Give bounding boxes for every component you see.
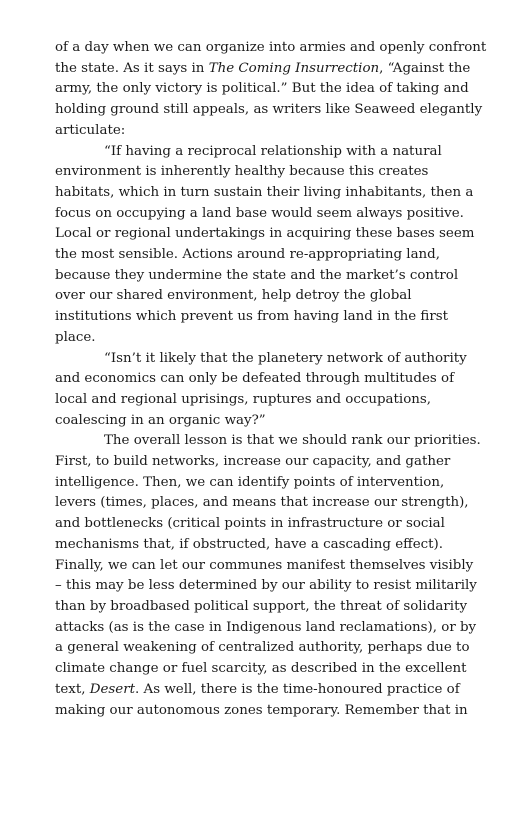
text-run: and bottlenecks (critical points in infrastructure or social [55, 516, 445, 532]
text-run: holding ground still appeals, as writers like Seaweed elegantly [55, 102, 483, 118]
text-run: “If having a reciprocal relationship with a natural [104, 143, 442, 159]
text-run: the most sensible. Actions around re-appropriating land, [55, 247, 441, 263]
text-run: place. [55, 329, 96, 345]
text-run: the state. As it says in [55, 60, 209, 76]
text-run: environment is inherently healthy because this creates [55, 164, 429, 180]
text-line [55, 618, 475, 639]
text-line [55, 121, 475, 142]
text-run: habitats, which in turn sustain their living inhabitants, then a [55, 184, 474, 200]
text-line [55, 411, 475, 432]
text-line [55, 307, 475, 328]
text-line [55, 556, 475, 577]
text-line [55, 473, 475, 494]
text-line [55, 638, 475, 659]
text-run: levers (times, places, and means that increase our strength), [55, 495, 469, 511]
paragraph [55, 349, 475, 432]
text-line [55, 142, 475, 163]
paragraph [55, 431, 481, 721]
text-line [55, 183, 475, 204]
text-line [55, 38, 487, 59]
text-run: coalescing in an organic way?” [55, 412, 266, 428]
italic-title: The Coming Insurrection [208, 60, 380, 76]
text-run: over our shared environment, help detroy the global [55, 288, 412, 304]
page-body-text [55, 38, 487, 721]
text-run: and economics can only be defeated through multitudes of [55, 371, 455, 387]
text-run: First, to build networks, increase our capacity, and gather [55, 454, 451, 470]
text-run: Finally, we can let our communes manifest themselves visibly [55, 557, 474, 573]
text-run: of a day when we can organize into armies and openly confront [55, 40, 487, 55]
italic-title: Desert [89, 681, 136, 697]
text-line [55, 514, 475, 535]
text-line [55, 245, 475, 266]
text-line [55, 349, 475, 370]
paragraph [55, 38, 487, 142]
text-line [55, 597, 475, 618]
text-run: army, the only victory is political.” But the idea of taking and [55, 81, 469, 97]
text-line [55, 390, 475, 411]
text-run: climate change or fuel scarcity, as described in the excellent [55, 661, 467, 677]
text-line [55, 286, 475, 307]
text-run: focus on occupying a land base would seem always positive. [55, 205, 464, 221]
text-run: than by broadbased political support, the threat of solidarity [55, 598, 468, 614]
text-run: intelligence. Then, we can identify points of intervention, [55, 474, 445, 490]
text-run: mechanisms that, if obstructed, have a cascading effect). [55, 536, 443, 552]
text-run: because they undermine the state and the market’s control [55, 267, 459, 283]
text-line [55, 493, 475, 514]
text-line [55, 100, 483, 121]
paragraph [55, 142, 475, 349]
text-line [55, 452, 475, 473]
text-run: attacks (as is the case in Indigenous land reclamations), or by [55, 619, 477, 635]
text-line [55, 266, 475, 287]
text-run: , “Against the [379, 60, 471, 76]
text-run: institutions which prevent us from having land in the first [55, 309, 449, 325]
text-line [55, 79, 475, 100]
text-run: local and regional uprisings, ruptures and occupations, [55, 391, 432, 407]
text-line [55, 431, 481, 452]
text-line [55, 576, 475, 597]
text-line [55, 701, 475, 722]
text-run: . As well, there is the time-honoured practice of [135, 681, 460, 697]
text-line [55, 224, 475, 245]
text-line [55, 59, 475, 80]
text-run: making our autonomous zones temporary. Remember that in [55, 702, 468, 718]
text-line [55, 369, 475, 390]
text-line [55, 162, 475, 183]
text-run: Local or regional undertakings in acquiring these bases seem [55, 226, 475, 242]
text-run: a general weakening of centralized authority, perhaps due to [55, 640, 470, 656]
text-line [55, 535, 475, 556]
text-line [55, 659, 475, 680]
text-run: text, [55, 681, 90, 697]
text-run: articulate: [55, 122, 126, 138]
text-line [55, 204, 475, 225]
text-run: “Isn’t it likely that the planetery network of authority [104, 350, 467, 366]
text-run: The overall lesson is that we should rank our priorities. [104, 433, 481, 449]
text-line [55, 680, 475, 701]
text-line [55, 328, 475, 349]
text-run: – this may be less determined by our ability to resist militarily [55, 578, 477, 594]
